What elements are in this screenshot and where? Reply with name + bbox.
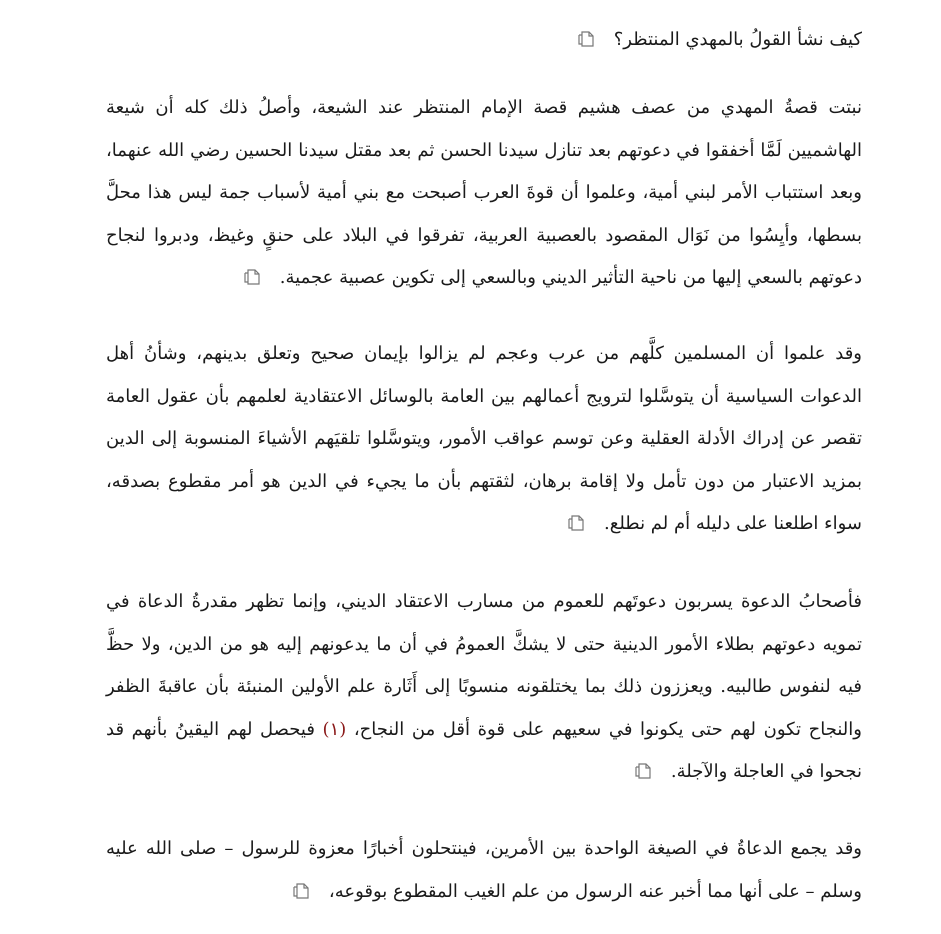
paragraph-text-continued: فيحصل لهم اليقينُ بأنهم قد نجحوا في العاجلة والآجلة. (106, 718, 862, 782)
footnote-reference[interactable]: (١) (322, 718, 347, 740)
section-heading (106, 22, 862, 58)
copy-icon[interactable] (633, 762, 653, 780)
paragraph-text: وقد يجمع الدعاةُ في الصيغة الواحدة بين الأمرين، فينتحلون أخبارًا معزوة للرسول – صلى الله عليه وسلم – على أنها مما أخبر عنه الرسول من علم الغيب المقطوع بوقوعه، (106, 838, 862, 902)
heading-text: كيف نشأ القولُ بالمهدي المنتظر؟ (613, 29, 862, 50)
paragraph-4 (106, 828, 862, 913)
paragraph-text: نبتت قصةُ المهدي من عصف هشيم قصة الإمام المنتظر عند الشيعة، وأصلُ ذلك كله أن شيعة الهاشميين لَمَّا أخفقوا في دعوتهم بعد تنازل سيدنا الحسن ثم بعد مقتل سيدنا الحسين رضي الله عنهما، وبعد استتباب الأمر لبني أمية، وعلموا أن قوةَ العرب أصبحت مع بني أمية لأسباب جمة ليس هذا محلَّ بسطها، وأيِسُوا من نَوَال المقصود بالعصبية العربية، تفرقوا في البلاد على حنقٍ وغيظ، ودبروا لنجاح دعوتهم بالسعي إليها من ناحية التأثير الديني وبالسعي إلى تكوين عصبية عجمية. (106, 97, 862, 288)
paragraph-1 (106, 87, 862, 300)
document-page (106, 0, 862, 934)
paragraph-text: فأصحابُ الدعوة يسربون دعوتَهم للعموم من مسارب الاعتقاد الديني، وإنما تظهر مقدرةُ الدعاة في تمويه دعوتهم بطلاء الأمور الدينية حتى لا يشكَّ العمومُ في أن ما يدعونهم إليه هو من الدين، ولا حظَّ فيه لنفوس طالبيه. ويعززون ذلك بما يختلقونه منسوبًا إلى أَثَارة علم الأولين المنبئة بأن عاقبةَ الظفر والنجاح تكون لهم حتى يكونوا في سعيهم على قوة أقل من النجاح، (106, 591, 862, 740)
copy-icon[interactable] (566, 514, 586, 532)
copy-icon[interactable] (291, 882, 311, 900)
copy-icon[interactable] (576, 30, 596, 48)
paragraph-text: وقد علموا أن المسلمين كلَّهم من عرب وعجم لم يزالوا بإيمان صحيح وتعلق بدينهم، وشأنُ أهل الدعوات السياسية أن يتوسَّلوا لترويج أعمالهم بين العامة بالوسائل الاعتقادية لعلمهم بأن عقول العامة تقصر عن إدراك الأدلة العقلية وعن توسم عواقب الأمور، ويتوسَّلوا تلقيَهم الأشياءَ المنسوبة إلى الدين بمزيد الاعتبار من دون تأمل ولا إقامة برهان، لثقتهم بأن ما يجيء في الدين هو أمر مقطوع بصدقه، سواء اطلعنا على دليله أم لم نطلع. (106, 343, 862, 534)
paragraph-2 (106, 333, 862, 546)
copy-icon[interactable] (242, 268, 262, 286)
paragraph-3 (106, 581, 862, 794)
